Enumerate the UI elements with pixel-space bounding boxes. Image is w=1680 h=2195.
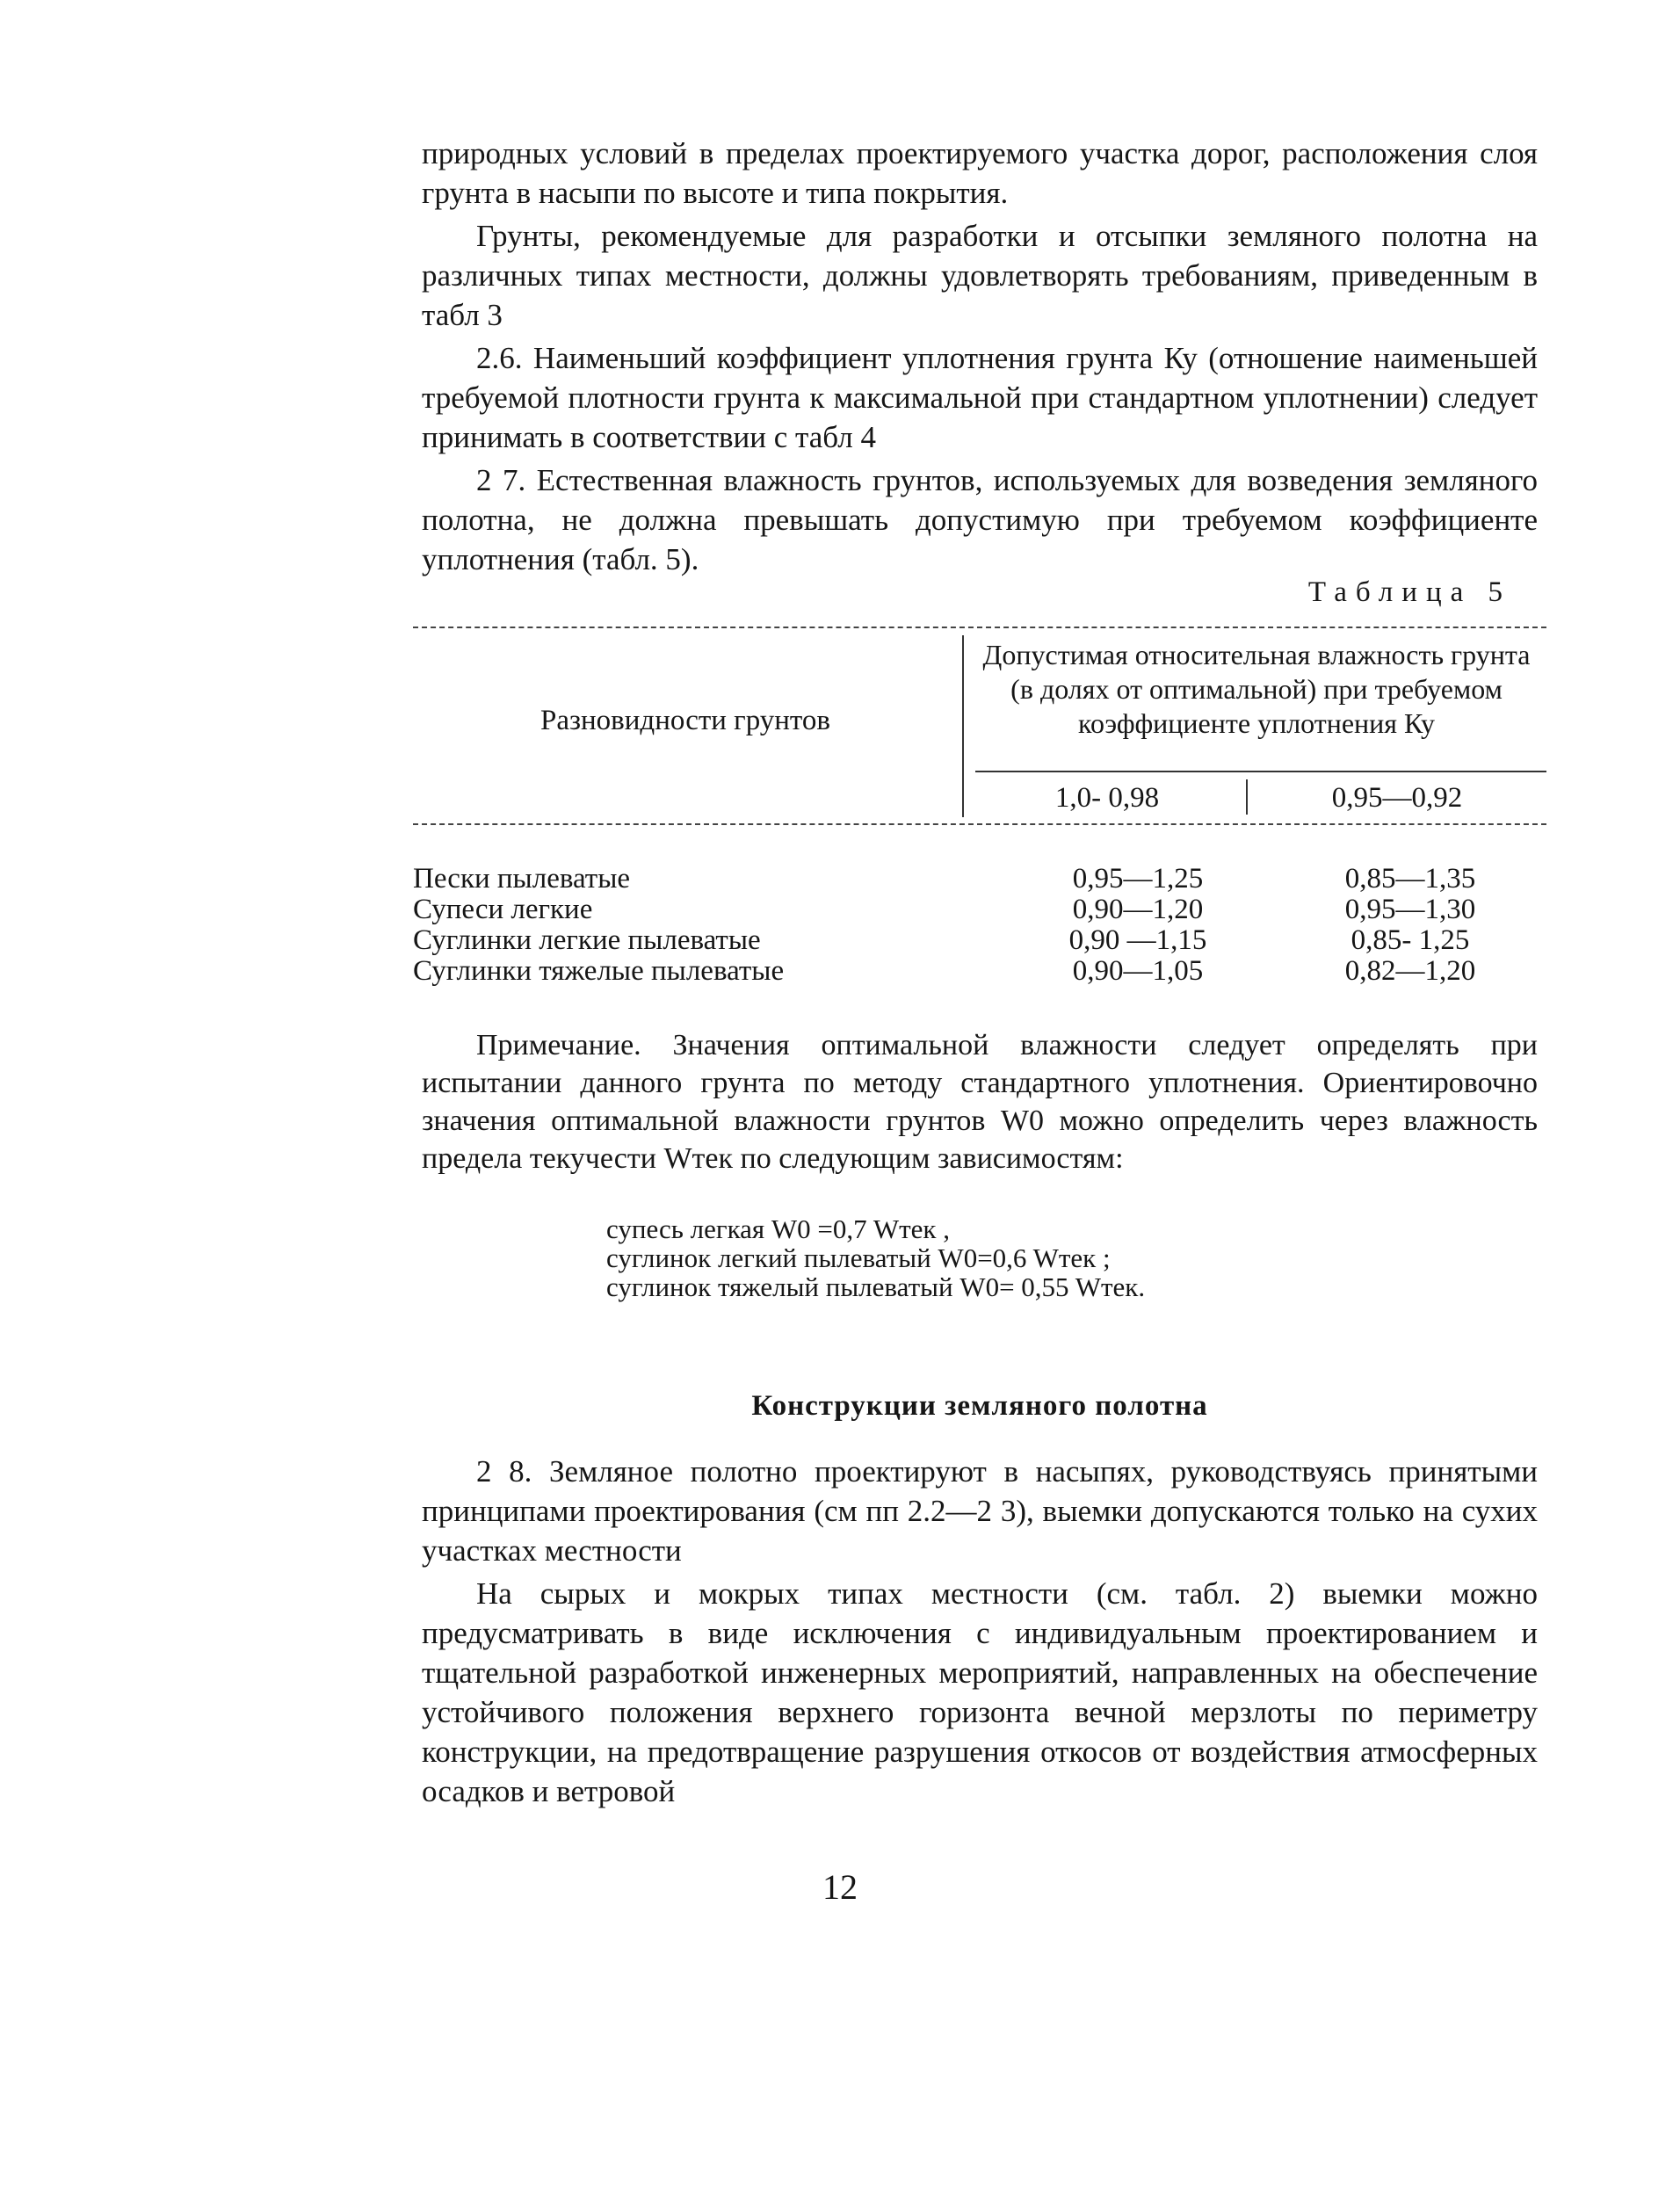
formula-line: суглинок легкий пылеватый W0=0,6 Wтек ; xyxy=(606,1242,1111,1273)
table-cell-value: 0,95—1,25 xyxy=(1072,863,1204,895)
table-cell-value: 0,82—1,20 xyxy=(1344,955,1476,987)
table-note xyxy=(422,1026,1538,1177)
table-header-moisture: Допустимая относительная влажность грунта (в долях от оптимальной) при требуемом коэффициенте уплотнения Ку xyxy=(982,639,1531,739)
table-subheader-divider xyxy=(1246,779,1248,815)
table-cell-value: 0,90—1,20 xyxy=(1072,894,1204,925)
table-cell-soil: Суглинки тяжелые пылеватые xyxy=(413,955,785,987)
table-row xyxy=(413,955,1555,987)
table-top-rule xyxy=(413,627,1546,628)
table-row xyxy=(413,924,1555,956)
formula-line: суглинок тяжелый пылеватый W0= 0,55 Wтек. xyxy=(606,1271,1146,1302)
table-header-bottom-rule xyxy=(413,823,1546,825)
table-cell-value: 0,95—1,30 xyxy=(1344,894,1476,925)
note-text: Примечание. Значения оптимальной влажности следует определять при испытании данного грунта по методу стандартного уплотнения. Ориентировочно значения оптимальной влажности грунтов W0 можно определить через влажность предела текучести Wтек по следующим зависимостям: xyxy=(422,1029,1538,1175)
formula-line: супесь легкая W0 =0,7 Wтек , xyxy=(606,1213,950,1244)
table-subheader-k2: 0,95—0,92 xyxy=(1331,782,1463,814)
paragraph-continuation: природных условий в пределах проектируемого участка дорог, расположения слоя грунта в насыпи по высоте и типа покрытия. xyxy=(422,136,1538,210)
table-cell-soil: Суглинки легкие пылеватые xyxy=(413,924,761,956)
table-header-soil-types: Разновидности грунтов xyxy=(539,705,831,736)
paragraph-2-7: 2 7. Естественная влажность грунтов, используемых для возведения земляного полотна, не должна превышать допустимую при требуемом коэффициенте уплотнения (табл. 5). xyxy=(422,463,1538,576)
table-caption: Таблица 5 xyxy=(1307,576,1511,608)
table-cell-soil: Супеси легкие xyxy=(413,894,593,925)
page-number: 12 xyxy=(822,1867,858,1907)
paragraph-2-8: 2 8. Земляное полотно проектируют в насыпях, руководствуясь принятыми принципами проектирования (см пп 2.2—2 3), выемки допускаются только на сухих участках местности xyxy=(422,1454,1538,1568)
table-subheader-rule xyxy=(975,771,1546,772)
body-text-top xyxy=(422,134,1538,579)
table-row xyxy=(413,863,1555,895)
table-cell-value: 0,90—1,05 xyxy=(1072,955,1204,987)
table-cell-value: 0,85- 1,25 xyxy=(1351,924,1470,956)
table-cell-value: 0,90 —1,15 xyxy=(1068,924,1207,956)
table-divider-vertical xyxy=(962,635,964,817)
table-cell-soil: Пески пылеватые xyxy=(413,863,631,895)
table-row xyxy=(413,894,1555,925)
formula-list xyxy=(606,1214,1145,1301)
paragraph-soils: Грунты, рекомендуемые для разработки и отсыпки земляного полотна на различных типах местности, должны удовлетворять требованиям, приведенным в табл 3 xyxy=(422,219,1538,332)
paragraph-wet-terrain: На сырых и мокрых типах местности (см. табл. 2) выемки можно предусматривать в виде исключения с индивидуальным проектированием и тщательной разработкой инженерных мероприятий, направленных на обеспечение устойчивого положения верхнего горизонта вечной мерзлоты по периметру конструкции, на предотвращение разрушения откосов от воздействия атмосферных осадков и ветровой xyxy=(422,1576,1538,1808)
paragraph-2-6: 2.6. Наименьший коэффициент уплотнения грунта Ку (отношение наименьшей требуемой плотности грунта к максимальной при стандартном уплотнении) следует принимать в соответствии с табл 4 xyxy=(422,341,1538,454)
section-title: Конструкции земляного полотна xyxy=(751,1390,1208,1422)
table-subheader-k1: 1,0- 0,98 xyxy=(1054,782,1160,814)
table-cell-value: 0,85—1,35 xyxy=(1344,863,1476,895)
body-text-bottom xyxy=(422,1452,1538,1811)
